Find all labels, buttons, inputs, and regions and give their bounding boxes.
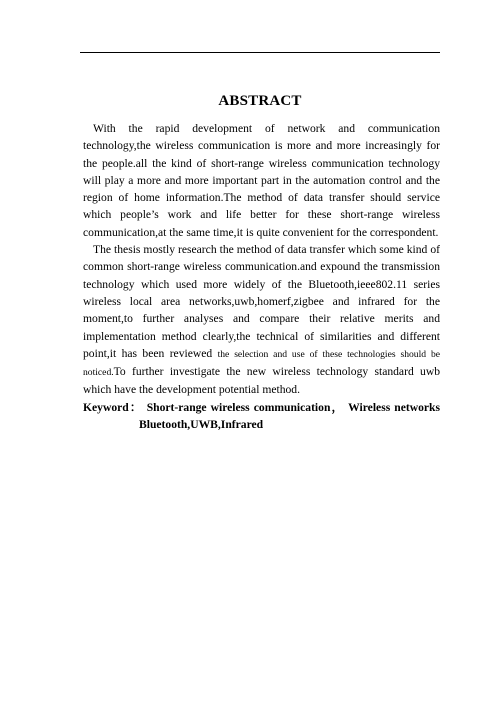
keywords-first-line: Short-range wireless communication， Wireless networks bbox=[146, 400, 440, 414]
paragraph-2-text-a: The thesis mostly research the method of data transfer which some kind of common short-range wireless communication.and expound the transmission technology which used more widely of the Bluetooth,ieee802.11 series wireless local area networks,uwb,homerf,zigbee and infrared for the moment,to further analyses and compare their relative merits and implementation method clearly,the technical of similarities and different point,it has been reviewed bbox=[83, 243, 440, 360]
abstract-paragraph-1: With the rapid development of network and communication technology,the wireless communication is more and more increasingly for the people.all the kind of short-range wireless communication technology will play a more and more important part in the automation control and the region of home information.The method of data transfer should service which people’s work and life better for these short-range wireless communication,at the same time,it is quite convenient for the correspondent. bbox=[83, 122, 440, 239]
paragraph-2-text-b: To further investigate the new wireless technology standard uwb which have the development potential method. bbox=[83, 365, 440, 397]
abstract-paragraph-2 bbox=[83, 241, 440, 399]
keywords-continuation: Bluetooth,UWB,Infrared bbox=[139, 418, 264, 432]
header-rule bbox=[80, 52, 440, 53]
keywords-label: Keyword： bbox=[83, 400, 143, 414]
paragraph-2-text-small: the selection and use of these technologies should be noticed. bbox=[83, 348, 441, 379]
abstract-body bbox=[83, 120, 440, 433]
keywords-line bbox=[83, 399, 440, 416]
abstract-title: ABSTRACT bbox=[218, 93, 302, 109]
